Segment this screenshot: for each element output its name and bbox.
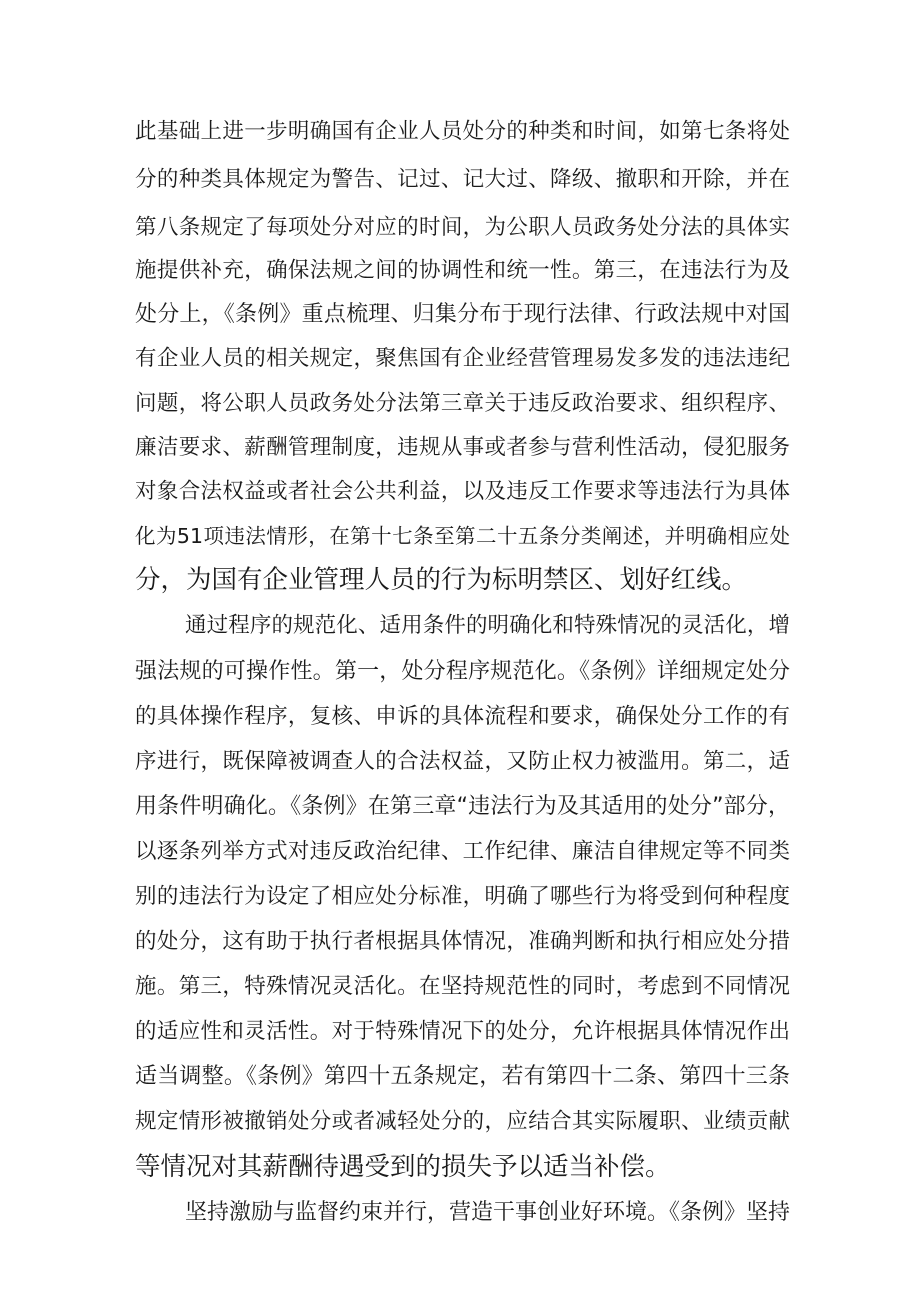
text-line: 别的违法行为设定了相应处分标准，明确了哪些行为将受到何种程度 bbox=[135, 884, 790, 909]
text-line: 的具体操作程序，复核、申诉的具体流程和要求，确保处分工作的有 bbox=[135, 704, 790, 729]
text-line: 廉洁要求、薪酬管理制度，违规从事或者参与营利性活动，侵犯服务 bbox=[135, 435, 790, 460]
text-line: 施提供补充，确保法规之间的协调性和统一性。第三，在违法行为及 bbox=[135, 258, 790, 283]
text-line: 问题，将公职人员政务处分法第三章关于违反政治要求、组织程序、 bbox=[135, 391, 790, 416]
text-line: 适当调整。《条例》第四十五条规定，若有第四十二条、第四十三条 bbox=[135, 1064, 790, 1089]
text-line: 此基础上进一步明确国有企业人员处分的种类和时间，如第七条将处 bbox=[135, 119, 790, 144]
text-line: 规定情形被撤销处分或者减轻处分的，应结合其实际履职、业绩贡献 bbox=[135, 1109, 790, 1134]
text-line: 的处分，这有助于执行者根据具体情况，准确判断和执行相应处分措 bbox=[135, 929, 790, 954]
text-line: 强法规的可操作性。第一，处分程序规范化。《条例》详细规定处分 bbox=[135, 659, 790, 684]
text-line: 分，为国有企业管理人员的行为标明禁区、划好红线。 bbox=[135, 565, 748, 595]
text-line: 分的种类具体规定为警告、记过、记大过、降级、撤职和开除，并在 bbox=[135, 167, 790, 192]
text-line: 化为51项违法情形，在第十七条至第二十五条分类阐述，并明确相应处 bbox=[135, 524, 790, 548]
text-line: 有企业人员的相关规定，聚焦国有企业经营管理易发多发的违法违纪 bbox=[135, 346, 790, 371]
text-line: 对象合法权益或者社会公共利益，以及违反工作要求等违法行为具体 bbox=[135, 479, 790, 504]
text-line: 用条件明确化。《条例》在第三章“违法行为及其适用的处分”部分， bbox=[135, 794, 790, 819]
text-line: 第八条规定了每项处分对应的时间，为公职人员政务处分法的具体实 bbox=[135, 215, 790, 240]
text-line: 坚持激励与监督约束并行，营造干事创业好环境。《条例》坚持 bbox=[185, 1200, 791, 1225]
text-line: 处分上，《条例》重点梳理、归集分布于现行法律、行政法规中对国 bbox=[135, 302, 790, 327]
text-line: 的适应性和灵活性。对于特殊情况下的处分，允许根据具体情况作出 bbox=[135, 1019, 790, 1044]
text-line: 施。第三，特殊情况灵活化。在坚持规范性的同时，考虑到不同情况 bbox=[135, 974, 790, 999]
text-line: 通过程序的规范化、适用条件的明确化和特殊情况的灵活化，增 bbox=[185, 613, 790, 638]
text-line: 等情况对其薪酬待遇受到的损失予以适当补偿。 bbox=[135, 1152, 671, 1182]
text-line: 以逐条列举方式对违反政治纪律、工作纪律、廉洁自律规定等不同类 bbox=[135, 839, 790, 864]
text-line: 序进行，既保障被调查人的合法权益，又防止权力被滥用。第二，适 bbox=[135, 749, 790, 774]
